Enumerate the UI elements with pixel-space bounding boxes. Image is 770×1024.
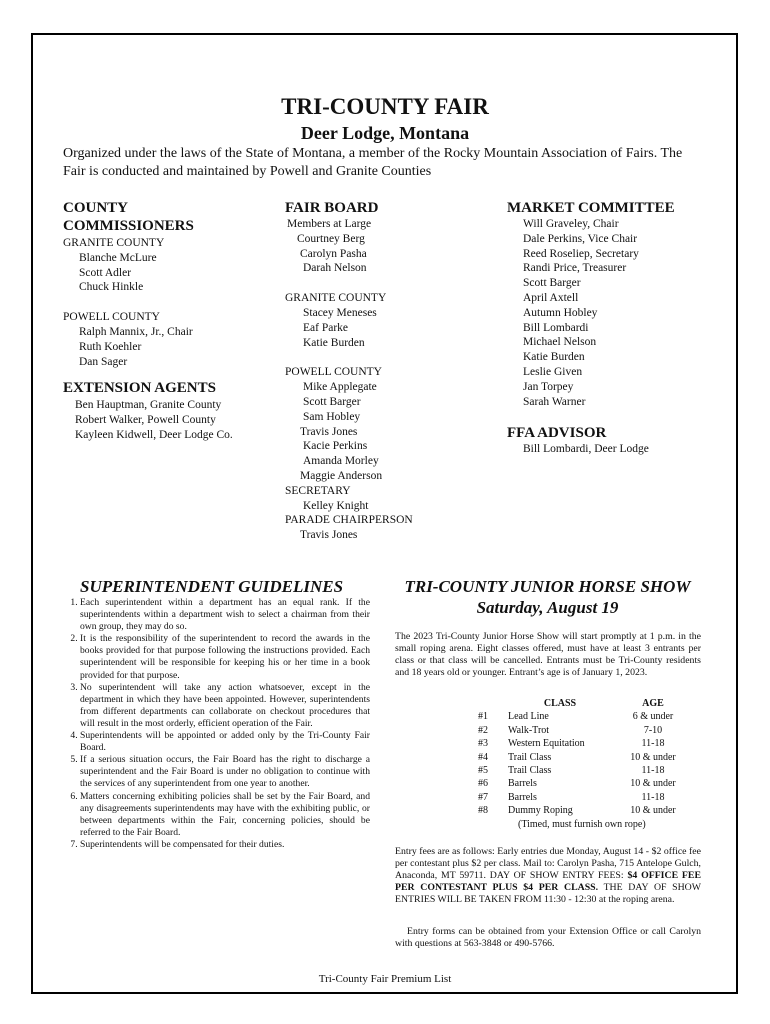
class-number: #1 [478,711,488,723]
table-row [478,804,694,817]
class-note: (Timed, must furnish own rope) [518,818,646,830]
board-member: Maggie Anderson [300,469,383,482]
horse-show-date: Saturday, August 19 [476,598,619,617]
fair-board-section [285,199,495,543]
guideline-item: 5. If a serious situation occurs, the Fair Board has the right to discharge a superintendent and the Fair Board is under no obligation to continue with the services of any superintendent from one year to another. [80,754,370,790]
table-row [478,791,694,804]
powell-county-label: POWELL COUNTY [63,311,160,324]
entry-forms-paragraph: Entry forms can be obtained from your Extension Office or call Carolyn with questions at 563-3848 or 490-5766. [395,926,701,950]
ffa-section [507,424,717,457]
extension-heading: EXTENSION AGENTS [63,380,216,396]
page-subtitle: Deer Lodge, Montana [300,123,470,143]
ffa-name: Bill Lombardi, Deer Lodge [523,443,649,455]
parade-label: PARADE CHAIRPERSON [285,514,413,527]
board-member: Mike Applegate [303,381,377,394]
table-row [478,737,694,750]
class-age: 11-18 [641,765,665,777]
board-member: Carolyn Pasha [300,247,367,260]
extension-agent: Ben Hauptman, Granite County [75,399,222,411]
entry-fees-paragraph [395,846,701,906]
market-member: Randi Price, Treasurer [523,262,627,275]
class-name: Walk-Trot [508,724,550,736]
class-number: #2 [478,724,488,736]
board-member: Sam Hobley [303,410,361,423]
secretary-label: SECRETARY [285,484,351,497]
market-heading: MARKET COMMITTEE [507,200,675,216]
commissioner-name: Chuck Hinkle [79,281,144,294]
board-member: Darah Nelson [303,262,367,275]
guideline-item: 2. It is the responsibility of the superintendent to record the awards in the books provided for that purpose following the instructions provided. Each superintendent will be responsible for keeping his or her time in a book provided for that purpose. [80,633,370,681]
class-number: #8 [478,805,488,817]
market-member: Katie Burden [523,351,585,364]
market-member: Scott Barger [523,277,581,290]
class-name: Barrels [508,778,537,790]
class-age: 11-18 [641,738,665,750]
class-header: CLASS [543,698,577,709]
class-age: 6 & under [632,711,674,723]
horse-show-description: The 2023 Tri-County Junior Horse Show will start promptly at 1 p.m. in the small roping arena. Eight classes offered, must have at least 3 entrants per class or that class will be cancelled. Entrants must be Tri-County residents and 18 years old or younger. Entrant’s age is of January 1, 2023. [395,631,701,679]
commissioner-name: Scott Adler [79,266,132,279]
board-member: Stacey Meneses [303,306,377,319]
commissioners-section [63,199,273,369]
market-member: Dale Perkins, Vice Chair [523,232,638,245]
commissioner-name: Dan Sager [79,355,128,368]
class-name: Trail Class [508,765,552,777]
market-member: Michael Nelson [523,336,597,349]
class-name: Trail Class [508,751,552,763]
market-member: Leslie Given [523,365,583,378]
table-row [478,710,694,723]
class-number: #3 [478,738,488,750]
market-member: Reed Roseliep, Secretary [523,247,639,260]
market-member: Autumn Hobley [523,306,598,319]
guideline-item: 4. Superintendents will be appointed or added only by the Tri-County Fair Board. [80,730,370,754]
class-table [478,697,694,831]
market-member: April Axtell [523,291,579,304]
class-number: #5 [478,765,488,777]
parade-name: Travis Jones [300,529,358,542]
table-row [478,724,694,737]
intro-paragraph: Organized under the laws of the State of Montana, a member of the Rocky Mountain Association of Fairs. The Fair is conducted and maintained by Powell and Granite Counties [63,146,683,179]
market-member: Jan Torpey [523,380,574,393]
horse-show-heading: TRI-COUNTY JUNIOR HORSE SHOW [404,577,691,596]
commissioners-heading-2: COMMISSIONERS [63,218,194,234]
board-member: Courtney Berg [297,232,365,245]
class-age: 10 & under [630,778,676,790]
guidelines-list [62,597,370,851]
market-member: Bill Lombardi [523,321,589,334]
board-member: Katie Burden [303,336,365,349]
class-name: Lead Line [508,711,549,723]
board-member: Eaf Parke [303,321,349,334]
entry-fees-tail: THE DAY OF SHOW ENTRIES WILL BE TAKEN FROM 11:30 - 12:30 at the roping arena. [395,882,701,906]
market-section [507,199,717,409]
commissioners-heading-1: COUNTY [63,200,129,216]
class-age: 7-10 [643,724,663,736]
entry-fees-text: Entry fees are as follows: Early entries due Monday, August 14 - $2 office fee per contestant plus $2 per class. Mail to: Carolyn Pasha, 715 Antelope Gulch, Anaconda, MT 59711. DAY OF SHOW ENTRY FEES: [395,846,701,882]
class-name: Western Equitation [508,738,585,750]
guideline-item: 7. Superintendents will be compensated for their duties. [80,839,370,851]
guidelines-heading: SUPERINTENDENT GUIDELINES [80,577,344,596]
commissioner-name: Ralph Mannix, Jr., Chair [79,325,193,338]
ffa-heading: FFA ADVISOR [507,425,607,441]
commissioner-name: Blanche McLure [79,251,157,264]
board-powell-label: POWELL COUNTY [285,366,382,379]
extension-agent: Robert Walker, Powell County [75,413,216,426]
guideline-item: 1. Each superintendent within a department has an equal rank. If the superintendents within a department wish to select a chairman from their own group, they may do so. [80,597,370,633]
age-header: AGE [642,698,664,709]
class-number: #4 [478,751,488,763]
market-member: Sarah Warner [523,395,586,408]
guideline-item: 3. No superintendent will take any action whatsoever, except in the department in which they have been appointed. However, superintendents from different departments can collaborate on checkout procedures that will result in the most orderly, efficient operation of the Fair. [80,682,370,730]
fair-board-heading: FAIR BOARD [285,200,379,216]
class-number: #7 [478,791,488,803]
class-age: 11-18 [641,791,665,803]
board-member: Scott Barger [303,395,361,408]
class-name: Barrels [508,791,537,803]
class-name: Dummy Roping [508,805,573,817]
commissioner-name: Ruth Koehler [79,340,142,353]
extension-agent: Kayleen Kidwell, Deer Lodge Co. [75,428,233,441]
members-at-large-label: Members at Large [287,218,372,230]
class-age: 10 & under [630,805,676,817]
granite-county-label: GRANITE COUNTY [63,237,165,249]
market-member: Will Graveley, Chair [523,218,619,230]
secretary-name: Kelley Knight [303,499,369,512]
board-member: Amanda Morley [303,455,379,468]
board-member: Travis Jones [300,425,358,438]
board-member: Kacie Perkins [303,440,368,453]
table-row [478,751,694,764]
guideline-item: 6. Matters concerning exhibiting policies shall be set by the Fair Board, and any disagreements superintendents may have with the exhibiting public, or between departments within the Fair, concerning policies, should be referred to the Fair Board. [80,791,370,839]
entry-fees-bold: $4 OFFICE FEE PER CONTESTANT PLUS $4 PER CLASS. [395,870,701,894]
extension-section [63,379,278,442]
page-title: TRI-COUNTY FAIR [281,94,489,119]
page-footer: Tri-County Fair Premium List [318,973,452,985]
board-granite-label: GRANITE COUNTY [285,292,387,305]
table-row [478,764,694,777]
class-age: 10 & under [630,751,676,763]
class-number: #6 [478,778,488,790]
table-row [478,777,694,790]
